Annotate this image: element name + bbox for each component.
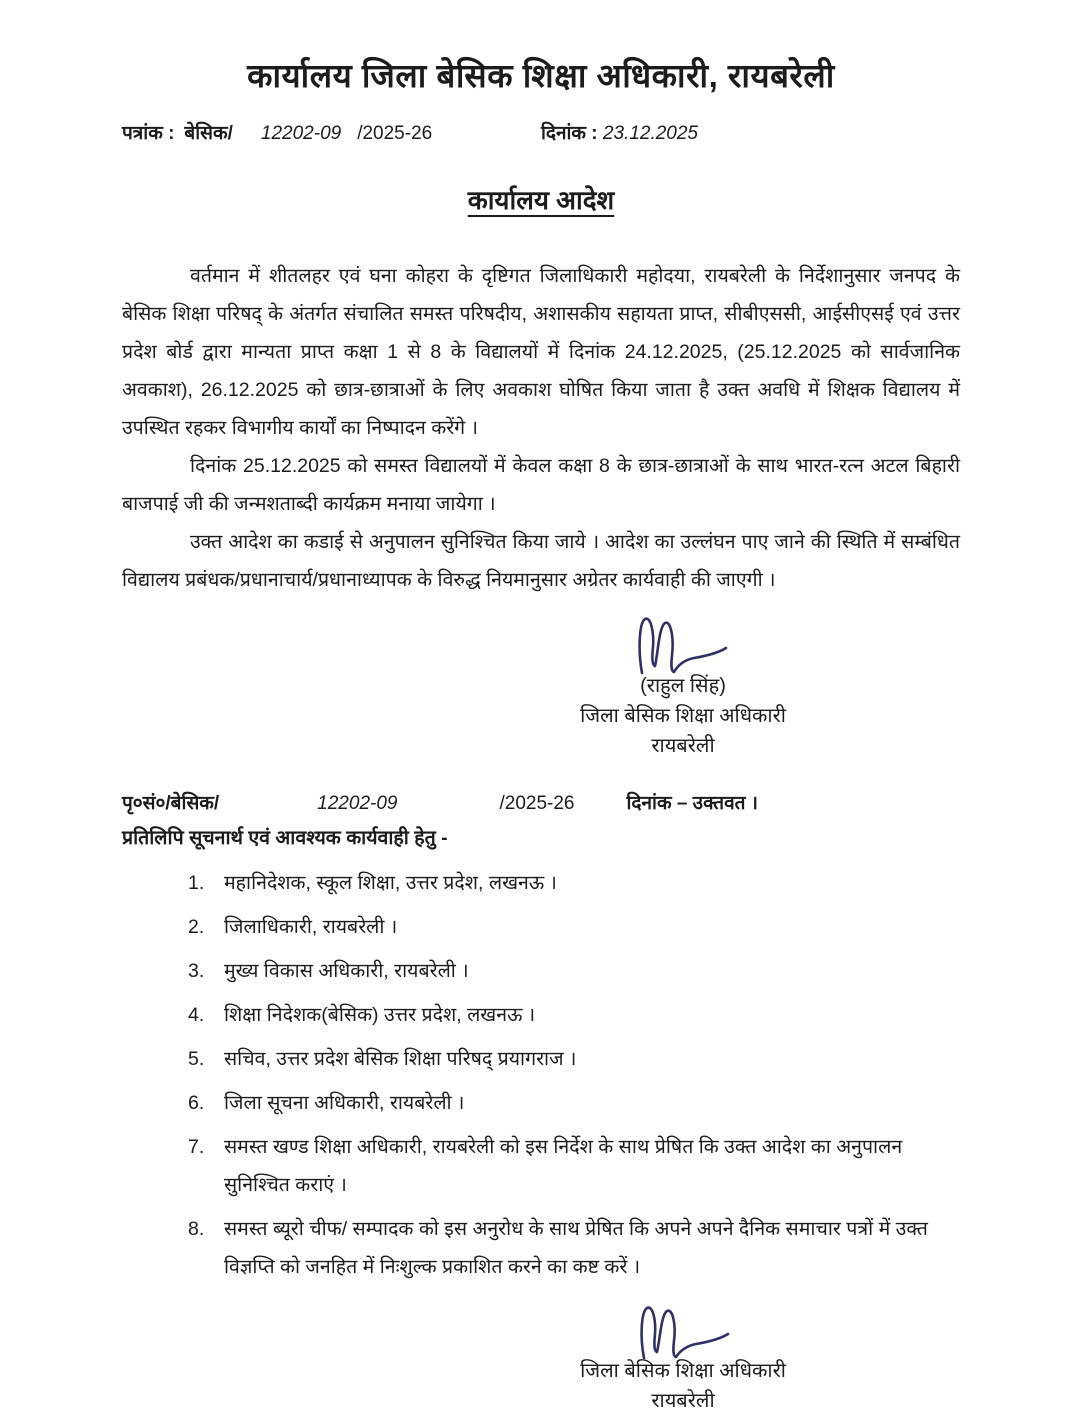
list-item-number: 4. [188, 1004, 205, 1026]
letter-no-label: पत्रांक : [122, 123, 175, 144]
signature-block-bottom [518, 1302, 848, 1416]
signature-scribble-icon [608, 1302, 758, 1364]
signatory-name: (राहुल सिंह) [640, 675, 726, 697]
order-paragraph-3: उक्त आदेश का कडाई से अनुपालन सुनिश्चित किया जाये । आदेश का उल्लंघन पाए जाने की स्थिति में सम्बंधित विद्यालय प्रबंधक/प्रधानाचार्य/प्रधानाध्यापक के विरुद्ध नियमानुसार अग्रेतर कार्यवाही की जाएगी । [122, 531, 960, 591]
list-item [122, 908, 960, 946]
list-item-number: 7. [188, 1136, 205, 1158]
office-title: कार्यालय जिला बेसिक शिक्षा अधिकारी, रायबरेली [247, 57, 835, 94]
list-item-text: सचिव, उत्तर प्रदेश बेसिक शिक्षा परिषद् प्रयागराज । [224, 1048, 577, 1070]
signature-block-top [518, 613, 848, 761]
list-item [122, 952, 960, 990]
ref-label: पृ०सं०/बेसिक/ [122, 793, 220, 814]
signature-stroke [642, 1308, 728, 1358]
list-item-text: शिक्षा निदेशक(बेसिक) उत्तर प्रदेश, लखनऊ । [224, 1004, 536, 1026]
list-item-number: 8. [188, 1218, 205, 1240]
signatory-designation: जिला बेसिक शिक्षा अधिकारी [580, 705, 786, 727]
list-item-number: 1. [188, 872, 205, 894]
ref-suffix: /2025-26 [499, 793, 575, 814]
list-item-text: समस्त खण्ड शिक्षा अधिकारी, रायबरेली को इस निर्देश के साथ प्रेषित कि उक्त आदेश का अनुपालन सुनिश्चित कराएं । [224, 1136, 903, 1196]
letter-no-number: 12202-09 [260, 123, 342, 144]
list-item [122, 996, 960, 1034]
list-item-number: 6. [188, 1092, 205, 1114]
order-paragraph-2: दिनांक 25.12.2025 को समस्त विद्यालयों में केवल कक्षा 8 के छात्र-छात्राओं के साथ भारत-रत्न अटल बिहारी बाजपाई जी की जन्मशताब्दी कार्यक्रम मनाया जायेगा । [122, 455, 960, 515]
list-item-number: 5. [188, 1048, 205, 1070]
list-item-text: महानिदेशक, स्कूल शिक्षा, उत्तर प्रदेश, लखनऊ । [224, 872, 557, 894]
reference-line [122, 789, 960, 815]
list-item [122, 1040, 960, 1078]
list-item-text: समस्त ब्यूरो चीफ/ सम्पादक को इस अनुरोध के साथ प्रेषित कि अपने अपने दैनिक समाचार पत्रों में उक्त विज्ञप्ति को जनहित में निःशुल्क प्रकाशित करने का कष्ट करें । [224, 1218, 928, 1278]
signatory-designation: जिला बेसिक शिक्षा अधिकारी [580, 1360, 786, 1382]
date-value: 23.12.2025 [602, 123, 698, 144]
signature-scribble-icon [608, 613, 758, 679]
letter-date [541, 119, 698, 145]
list-item [122, 1210, 960, 1286]
signature-stroke [640, 619, 726, 673]
signatory-place: रायबरेली [651, 1390, 715, 1412]
list-item-text: मुख्य विकास अधिकारी, रायबरेली । [224, 960, 469, 982]
copy-to-list [122, 864, 960, 1286]
list-item-number: 2. [188, 916, 205, 938]
ref-number: 12202-09 [317, 793, 398, 814]
list-item-text: जिला सूचना अधिकारी, रायबरेली । [224, 1092, 465, 1114]
letter-no-prefix: बेसिक/ [184, 123, 233, 144]
list-item [122, 1084, 960, 1122]
copy-to-heading: प्रतिलिपि सूचनार्थ एवं आवश्यक कार्यवाही हेतु - [122, 827, 448, 849]
order-heading: कार्यालय आदेश [467, 185, 615, 215]
letter-number-line [122, 119, 960, 145]
list-item-text: जिलाधिकारी, रायबरेली । [224, 916, 398, 938]
ref-date: दिनांक – उक्तवत । [626, 793, 758, 814]
date-label: दिनांक : [540, 123, 603, 144]
list-item-number: 3. [188, 960, 205, 982]
letter-no-suffix: /2025-26 [357, 123, 433, 144]
list-item [122, 864, 960, 902]
signatory-place: रायबरेली [651, 735, 715, 757]
order-paragraph-1: वर्तमान में शीतलहर एवं घना कोहरा के दृष्टिगत जिलाधिकारी महोदया, रायबरेली के निर्देशानुसार जनपद के बेसिक शिक्षा परिषद् के अंतर्गत संचालित समस्त परिषदीय, अशासकीय सहायता प्राप्त, सीबीएससी, आईसीएसई एवं उत्तर प्रदेश बोर्ड द्वारा मान्यता प्राप्त कक्षा 1 से 8 के विद्यालयों में दिनांक 24.12.2025, (25.12.2025 को सार्वजानिक अवकाश), 26.12.2025 को छात्र-छात्राओं के लिए अवकाश घोषित किया जाता है उक्त अवधि में शिक्षक विद्यालय में उपस्थित रहकर विभागीय कार्यों का निष्पादन करेंगे । [122, 265, 960, 439]
list-item [122, 1128, 960, 1204]
